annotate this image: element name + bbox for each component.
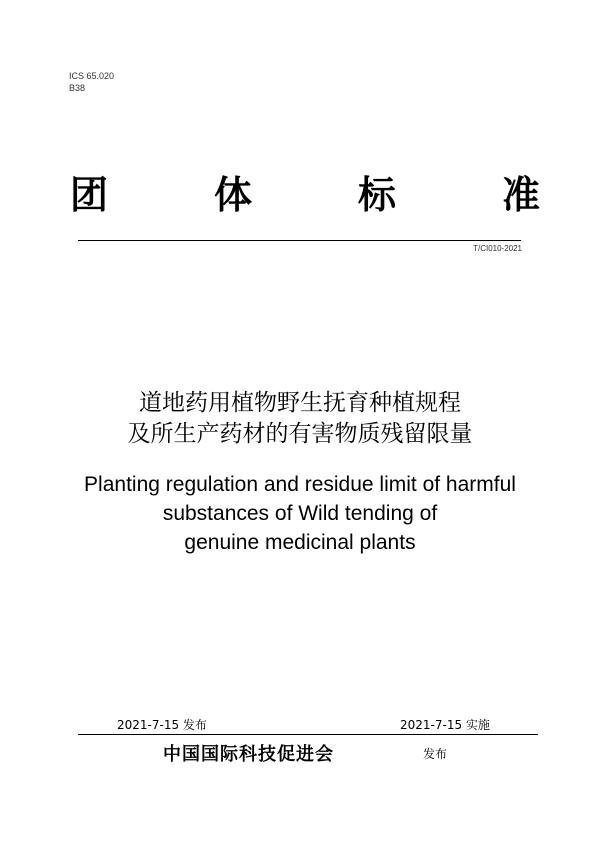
- title-chinese: [0, 388, 600, 450]
- document-type-char: 标: [357, 173, 396, 217]
- title-english-line: substances of Wild tending of: [162, 502, 438, 525]
- document-type-heading: [70, 170, 540, 220]
- implementation-date: 2021-7-15 实施: [400, 718, 490, 732]
- document-type-char: 团: [70, 173, 109, 217]
- document-type-char: 准: [501, 173, 540, 217]
- ccs-code: B38: [69, 83, 86, 93]
- publisher-name: 中国国际科技促进会: [163, 744, 334, 765]
- publisher-suffix: 发布: [423, 747, 448, 761]
- title-english-line: genuine medicinal plants: [184, 531, 416, 554]
- title-chinese-line: 及所生产药材的有害物质残留限量: [127, 421, 473, 447]
- title-english: [0, 470, 600, 557]
- ics-code: ICS 65.020: [69, 71, 115, 81]
- header-divider: [78, 240, 521, 241]
- footer-divider: [78, 734, 538, 735]
- title-english-line: Planting regulation and residue limit of harmful: [84, 473, 516, 496]
- classification-codes: [69, 70, 114, 94]
- title-chinese-line: 道地药用植物野生抚育种植规程: [139, 390, 461, 416]
- issue-date: 2021-7-15 发布: [117, 718, 207, 732]
- document-type-char: 体: [213, 173, 252, 217]
- standard-code: T/CI010-2021: [473, 244, 522, 253]
